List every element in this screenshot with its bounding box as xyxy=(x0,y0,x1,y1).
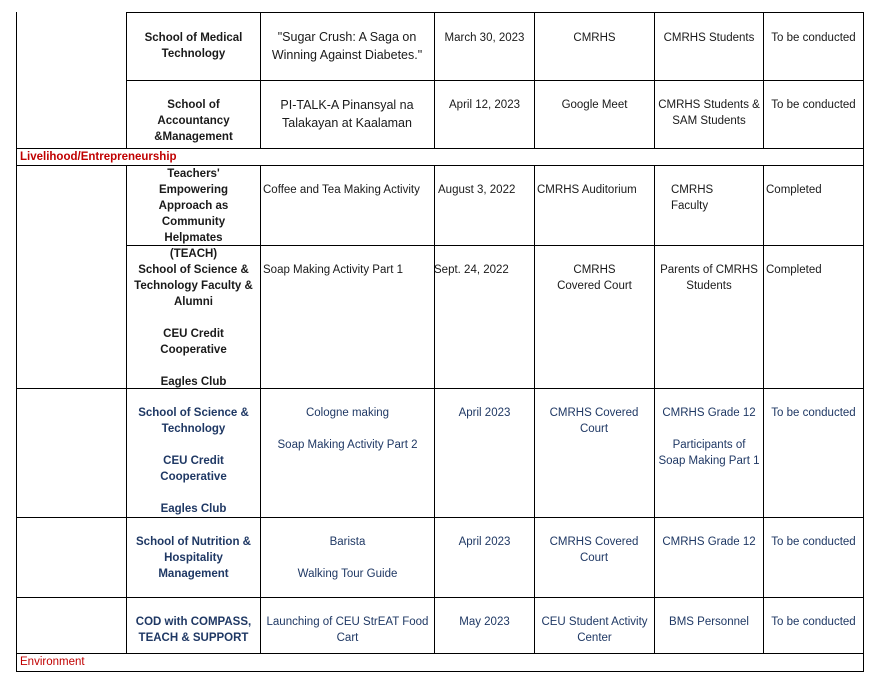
participants-name: CMRHS Grade 12 xyxy=(662,407,756,419)
activity-cell xyxy=(261,614,434,646)
activity-name: Soap Making Activity Part 2 xyxy=(277,439,418,451)
participants-name: CMRHS Grade 12 xyxy=(662,536,756,548)
participants-cell xyxy=(655,30,763,46)
status-cell: To be conducted xyxy=(771,616,856,628)
activity-name: Coffee and Tea Making Activity xyxy=(263,184,420,196)
date-cell: April 12, 2023 xyxy=(449,99,520,111)
unit-name: School of Accountancy &Management xyxy=(154,99,233,143)
unit-name: Eagles Club xyxy=(160,503,227,515)
activity-name: Soap Making Activity Part 1 xyxy=(263,264,403,276)
participants-cell xyxy=(655,262,763,294)
date-cell: April 2023 xyxy=(458,407,511,419)
activity-name: Cologne making xyxy=(305,407,390,419)
venue-cell: CMRHS Covered Court xyxy=(549,536,639,564)
date-cell: April 2023 xyxy=(458,536,511,548)
date-cell: Sept. 24, 2022 xyxy=(434,264,509,276)
activity-cell xyxy=(261,534,434,582)
row-divider xyxy=(126,80,864,81)
unit-name: COD with COMPASS, TEACH & SUPPORT xyxy=(135,616,252,644)
unit-cell xyxy=(127,97,260,145)
participants-name: CMRHS Students xyxy=(663,32,755,44)
activity-cell xyxy=(260,262,436,278)
venue-cell: CMRHS Covered Court xyxy=(557,264,632,292)
unit-name: CEU Credit Cooperative xyxy=(160,328,227,356)
row-divider xyxy=(126,12,864,13)
unit-name: School of Nutrition & Hospitality Management xyxy=(136,536,251,580)
section-heading-livelihood: Livelihood/Entrepreneurship xyxy=(20,151,177,163)
unit-cell xyxy=(127,30,260,62)
activities-table xyxy=(16,12,864,672)
status-cell: Completed xyxy=(766,264,822,276)
participants-name: BMS Personnel xyxy=(669,616,749,628)
status-cell: To be conducted xyxy=(771,536,856,548)
activity-name: PI-TALK-A Pinansyal na Talakayan at Kaalaman xyxy=(280,98,414,130)
section-heading-environment: Environment xyxy=(20,656,85,668)
activity-cell xyxy=(260,182,436,198)
unit-cell xyxy=(127,534,260,582)
unit-name: School of Medical Technology xyxy=(144,32,243,60)
unit-name: School of Science & Technology xyxy=(138,407,249,435)
activity-cell xyxy=(266,28,428,64)
venue-cell: Google Meet xyxy=(561,99,628,111)
status-cell: To be conducted xyxy=(771,407,856,419)
column-divider xyxy=(863,12,864,672)
venue-cell: CMRHS Covered Court xyxy=(549,407,639,435)
status-cell: To be conducted xyxy=(771,32,856,44)
venue-cell: CMRHS Auditorium xyxy=(537,184,637,196)
participants-name: CMRHS Students & SAM Students xyxy=(658,99,760,127)
status-cell: To be conducted xyxy=(771,99,856,111)
date-cell: August 3, 2022 xyxy=(438,184,516,196)
participants-cell xyxy=(655,534,763,550)
participants-name: Parents of CMRHS Students xyxy=(660,264,758,292)
participants-name: CMRHS Faculty xyxy=(671,184,714,212)
unit-name: Teachers' Empowering Approach as Community Helpmates (TEACH) xyxy=(158,168,229,260)
activity-name: Walking Tour Guide xyxy=(297,568,398,580)
participants-cell xyxy=(655,405,763,469)
unit-name: CEU Credit Cooperative xyxy=(160,455,227,483)
date-cell: March 30, 2023 xyxy=(444,32,525,44)
date-cell: May 2023 xyxy=(459,616,510,628)
venue-cell: CEU Student Activity Center xyxy=(541,616,648,644)
unit-cell xyxy=(127,405,260,517)
row-divider xyxy=(16,517,864,518)
activity-name: Launching of CEU StrEAT Food Cart xyxy=(266,616,429,644)
unit-name: School of Science & Technology Faculty & Alumni xyxy=(134,264,253,308)
unit-cell xyxy=(127,166,260,262)
row-divider xyxy=(16,671,864,672)
unit-cell xyxy=(127,614,260,646)
status-cell: Completed xyxy=(766,184,822,196)
activity-cell xyxy=(261,405,434,453)
column-divider xyxy=(260,12,261,149)
row-divider xyxy=(16,597,864,598)
activity-cell xyxy=(266,96,428,132)
participants-cell xyxy=(655,97,763,129)
unit-cell xyxy=(127,262,260,390)
participants-cell xyxy=(655,614,763,630)
row-divider xyxy=(16,148,864,149)
row-divider xyxy=(16,653,864,654)
activity-name: Barista xyxy=(329,536,366,548)
participants-name: Participants of Soap Making Part 1 xyxy=(658,439,760,467)
participants-cell xyxy=(668,182,728,214)
unit-name: Eagles Club xyxy=(160,376,227,388)
venue-cell: CMRHS xyxy=(573,32,616,44)
activity-name: "Sugar Crush: A Saga on Winning Against Diabetes." xyxy=(271,30,423,62)
column-divider xyxy=(16,12,17,672)
